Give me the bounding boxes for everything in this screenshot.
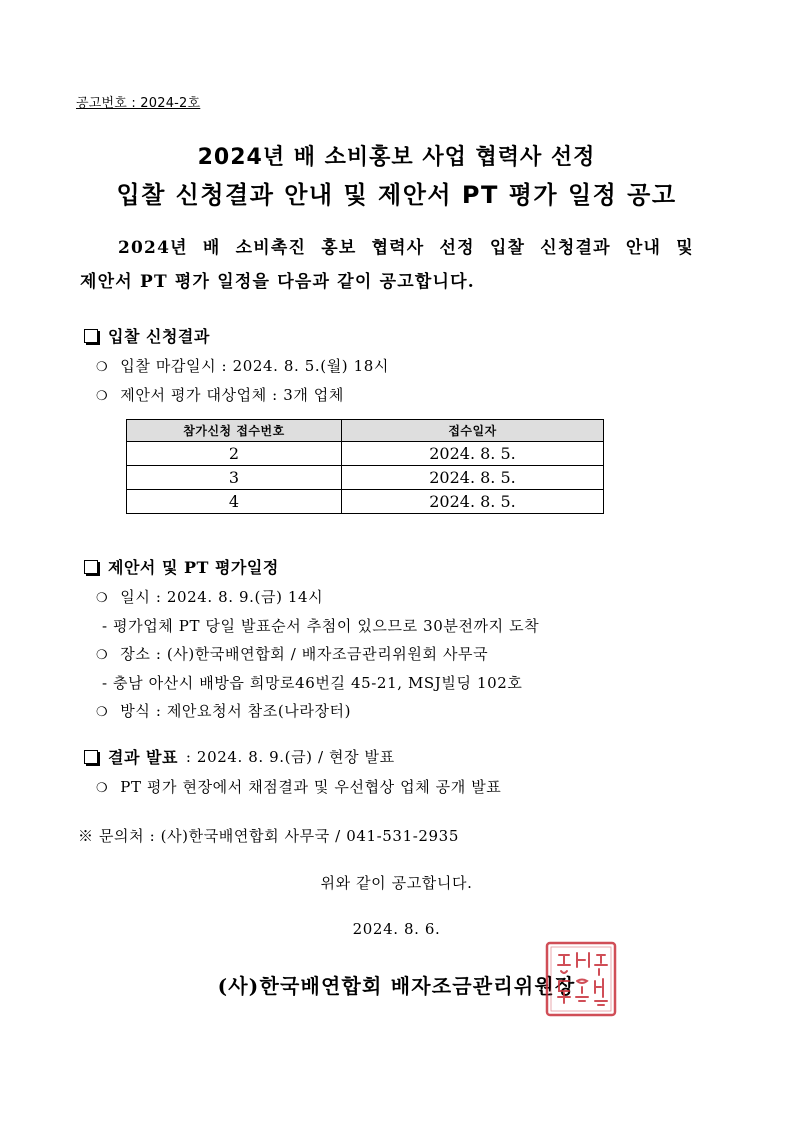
receipt-number-cell: 3: [127, 466, 342, 490]
list-item: [96, 586, 323, 607]
closing-statement: 위와 같이 공고합니다.: [320, 874, 473, 892]
bid-deadline: 입찰 마감일시 : 2024. 8. 5.(월) 18시: [120, 357, 390, 375]
result-announcement-detail: PT 평가 현장에서 채점결과 및 우선협상 업체 공개 발표: [120, 778, 502, 796]
contact-info: ※ 문의처 : (사)한국배연합회 사무국 / 041-531-2935: [78, 827, 459, 845]
circle-bullet-icon: ❍: [96, 389, 109, 404]
circle-bullet-icon: ❍: [96, 648, 109, 663]
receipt-number-cell: 2: [127, 442, 342, 466]
section-heading-text: 제안서 및 PT 평가일정: [108, 558, 279, 577]
official-seal-icon: [545, 941, 617, 1017]
circle-bullet-icon: ❍: [96, 360, 109, 375]
receipt-number-cell: 4: [127, 490, 342, 514]
pt-date-note: - 평가업체 PT 당일 발표순서 추첨이 있으므로 30분전까지 도착: [102, 617, 540, 635]
circle-bullet-icon: ❍: [96, 591, 109, 606]
section-bid-results-heading: [84, 324, 210, 347]
checkbox-square-icon: [84, 560, 98, 574]
notice-number: 공고번호 : 2024-2호: [76, 96, 201, 111]
pt-address: - 충남 아산시 배방읍 희망로46번길 45-21, MSJ빌딩 102호: [102, 674, 523, 692]
column-header-receipt-date: 접수일자: [342, 420, 604, 442]
intro-line-2: 제안서 PT 평가 일정을 다음과 같이 공고합니다.: [80, 272, 475, 292]
section-pt-schedule-heading: [84, 555, 279, 578]
receipt-date-cell: 2024. 8. 5.: [342, 442, 604, 466]
section-heading-text: 결과 발표: [108, 748, 178, 767]
pt-method: 방식 : 제안요청서 참조(나라장터): [120, 702, 352, 720]
title-line-1: 2024년 배 소비홍보 사업 협력사 선정: [197, 145, 596, 170]
notice-date: 2024. 8. 6.: [352, 920, 441, 938]
checkbox-square-icon: [84, 329, 98, 343]
list-item: [96, 700, 351, 721]
circle-bullet-icon: ❍: [96, 705, 109, 720]
list-item: [96, 384, 344, 405]
section-heading-text: 입찰 신청결과: [108, 327, 210, 346]
pt-date: 일시 : 2024. 8. 9.(금) 14시: [120, 588, 324, 606]
section-result-announcement-heading: [84, 745, 395, 768]
list-item: [96, 776, 501, 797]
issuing-organization: (사)한국배연합회 배자조금관리위원장: [217, 974, 576, 998]
pt-place: 장소 : (사)한국배연합회 / 배자조금관리위원회 사무국: [120, 645, 489, 663]
evaluation-target-count: 제안서 평가 대상업체 : 3개 업체: [120, 386, 344, 404]
circle-bullet-icon: ❍: [96, 781, 109, 796]
intro-line-1: 2024년 배 소비촉진 홍보 협력사 선정 입찰 신청결과 안내 및: [118, 238, 694, 258]
receipt-date-cell: 2024. 8. 5.: [342, 466, 604, 490]
table-row: [127, 442, 604, 466]
checkbox-square-icon: [84, 750, 98, 764]
column-header-receipt-number: 참가신청 접수번호: [127, 420, 342, 442]
title-line-2: 입찰 신청결과 안내 및 제안서 PT 평가 일정 공고: [116, 181, 677, 209]
bid-results-table: [126, 419, 604, 514]
list-item: [96, 643, 488, 664]
table-row: [127, 466, 604, 490]
result-announcement-date: : 2024. 8. 9.(금) / 현장 발표: [185, 748, 395, 766]
table-header-row: [127, 420, 604, 442]
list-item: [96, 355, 389, 376]
receipt-date-cell: 2024. 8. 5.: [342, 490, 604, 514]
table-row: [127, 490, 604, 514]
